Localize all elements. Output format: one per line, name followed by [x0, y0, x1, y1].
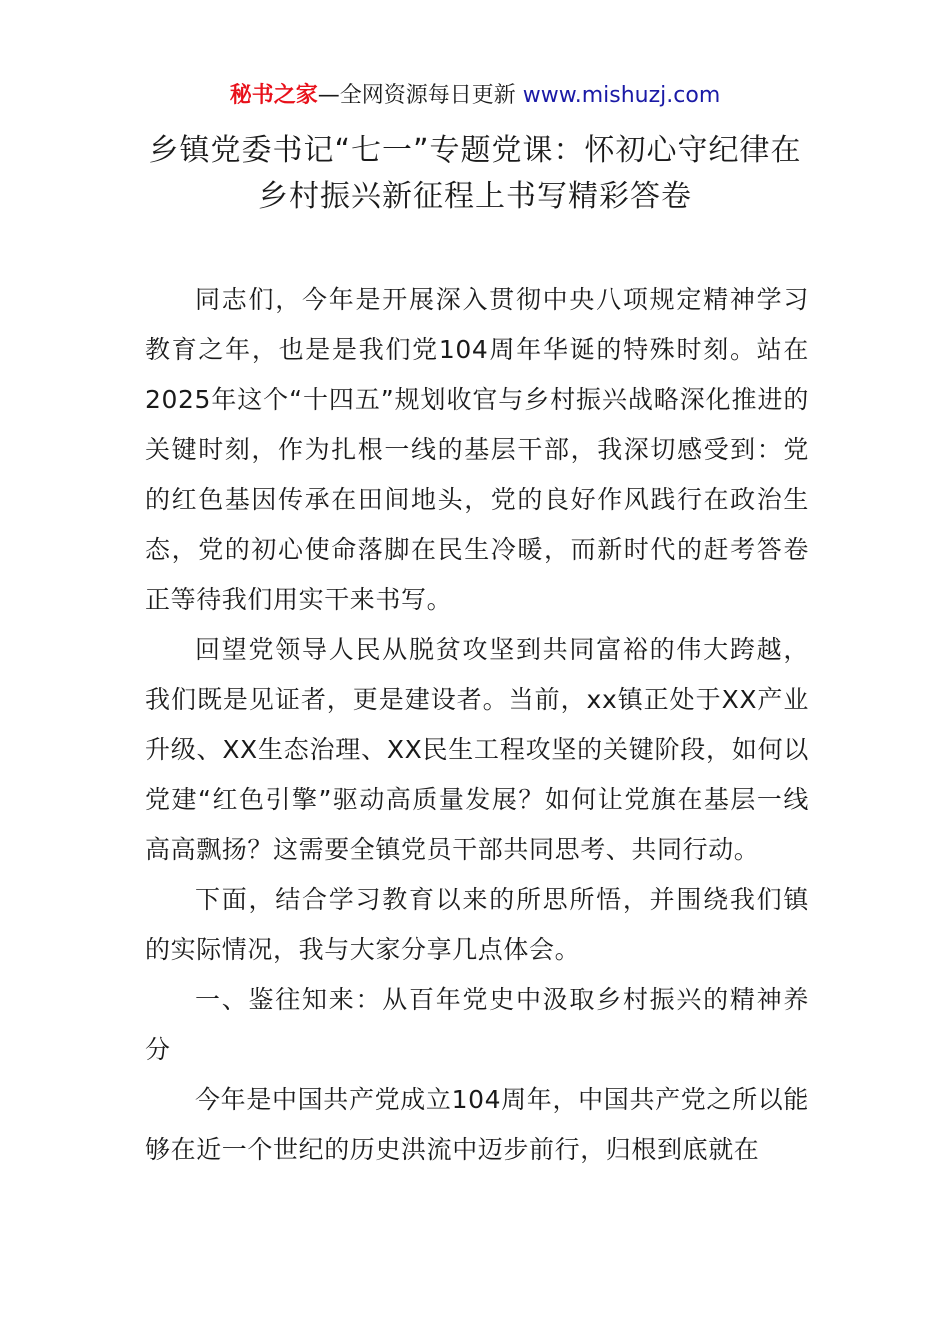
- brand-name: 秘书之家: [229, 83, 318, 108]
- document-body: [145, 275, 809, 1175]
- document-title: 乡镇党委书记“七一”专题党课：怀初心守纪律在乡村振兴新征程上书写精彩答卷: [148, 133, 802, 214]
- section-heading: 一、鉴往知来：从百年党史中汲取乡村振兴的精神养分: [145, 985, 809, 1064]
- site-tagline: —全网资源每日更新: [317, 83, 523, 108]
- paragraph: 回望党领导人民从脱贫攻坚到共同富裕的伟大跨越，我们既是见证者，更是建设者。当前，xx镇正处于XX产业升级、XX生态治理、XX民生工程攻坚的关键阶段，如何以党建“红色引擎”驱动高质量发展？如何让党旗在基层一线高高飘扬？这需要全镇党员干部共同思考、共同行动。: [145, 635, 809, 864]
- paragraph: 下面，结合学习教育以来的所思所悟，并围绕我们镇的实际情况，我与大家分享几点体会。: [145, 885, 809, 964]
- site-url-link[interactable]: www.mishuzj.com: [522, 83, 721, 108]
- paragraph: 同志们，今年是开展深入贯彻中央八项规定精神学习教育之年，也是是我们党104周年华诞的特殊时刻。站在2025年这个“十四五”规划收官与乡村振兴战略深化推进的关键时刻，作为扎根一线的基层干部，我深切感受到：党的红色基因传承在田间地头，党的良好作风践行在政治生态，党的初心使命落脚在民生冷暖，而新时代的赶考答卷正等待我们用实干来书写。: [145, 285, 809, 614]
- paragraph: 今年是中国共产党成立104周年，中国共产党之所以能够在近一个世纪的历史洪流中迈步前行，归根到底就在: [145, 1085, 809, 1164]
- site-header: [0, 80, 950, 112]
